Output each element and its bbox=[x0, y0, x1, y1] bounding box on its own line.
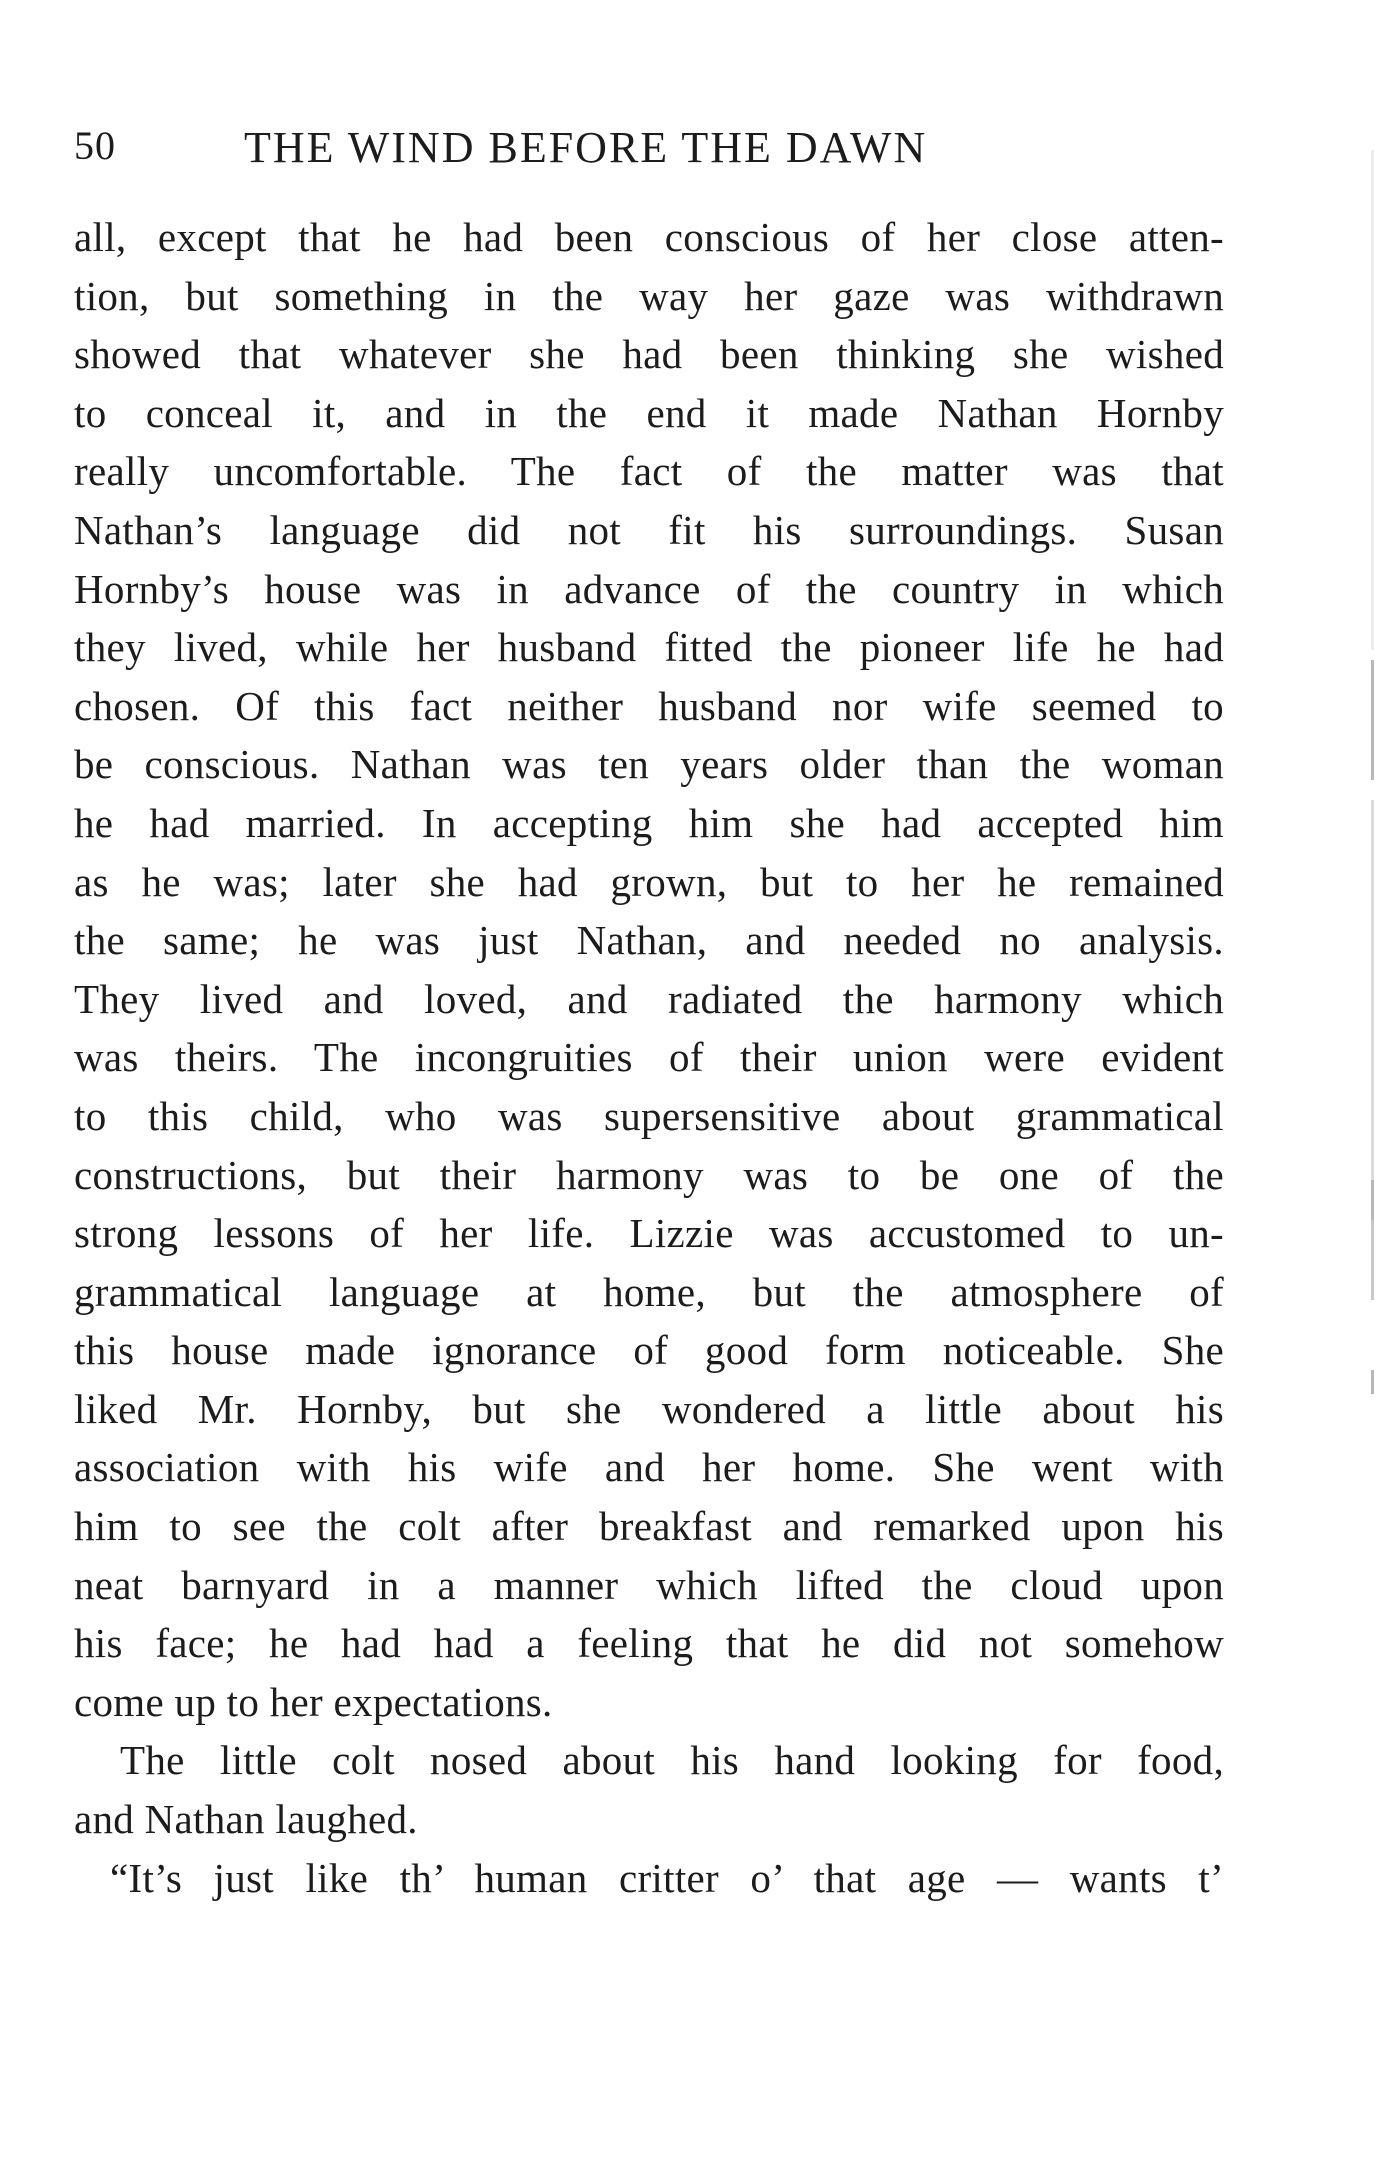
text-line: be conscious. Nathan was ten years older than the woman bbox=[74, 741, 1224, 788]
text-line: They lived and loved, and radiated the harmony which bbox=[74, 975, 1224, 1022]
text-line: “It’s just like th’ human critter o’ that age — wants t’ bbox=[110, 1854, 1224, 1901]
text-line: The little colt nosed about his hand looking for food, bbox=[120, 1737, 1224, 1784]
scan-gutter-mark bbox=[1371, 1180, 1374, 1300]
text-line: constructions, but their harmony was to be one of the bbox=[74, 1151, 1224, 1198]
text-line: they lived, while her husband fitted the pioneer life he had bbox=[74, 624, 1224, 671]
text-line: neat barnyard in a manner which lifted the cloud upon bbox=[74, 1561, 1224, 1608]
text-line: liked Mr. Hornby, but she wondered a little about his bbox=[74, 1385, 1224, 1432]
running-title: THE WIND BEFORE THE DAWN bbox=[244, 123, 928, 172]
text-line: grammatical language at home, but the atmosphere of bbox=[74, 1268, 1224, 1315]
scan-gutter-mark bbox=[1371, 150, 1374, 650]
text-line: he had married. In accepting him she had accepted him bbox=[74, 799, 1224, 846]
text-line: him to see the colt after breakfast and remarked upon his bbox=[74, 1503, 1224, 1550]
text-line: come up to her expectations. bbox=[74, 1678, 553, 1725]
text-line: Nathan’s language did not fit his surroundings. Susan bbox=[74, 506, 1224, 553]
text-line: chosen. Of this fact neither husband nor wife seemed to bbox=[74, 682, 1224, 729]
text-line: to conceal it, and in the end it made Nathan Hornby bbox=[74, 389, 1224, 436]
text-line: as he was; later she had grown, but to her he remained bbox=[74, 858, 1224, 905]
text-line: showed that whatever she had been thinking she wished bbox=[74, 331, 1224, 378]
text-line: and Nathan laughed. bbox=[74, 1796, 418, 1843]
scan-gutter-mark bbox=[1371, 660, 1374, 780]
text-line: this house made ignorance of good form noticeable. She bbox=[74, 1327, 1224, 1374]
text-line: Hornby’s house was in advance of the country in which bbox=[74, 565, 1224, 612]
scan-gutter-mark bbox=[1371, 800, 1374, 1220]
text-line: the same; he was just Nathan, and needed no analysis. bbox=[74, 917, 1224, 964]
page-number: 50 bbox=[74, 123, 116, 168]
scan-gutter-mark bbox=[1371, 1370, 1374, 1394]
text-line: strong lessons of her life. Lizzie was accustomed to un- bbox=[74, 1210, 1224, 1257]
text-line: really uncomfortable. The fact of the matter was that bbox=[74, 448, 1224, 495]
text-line: all, except that he had been conscious of her close atten- bbox=[74, 214, 1224, 260]
text-line: association with his wife and her home. She went with bbox=[74, 1444, 1224, 1491]
text-line: to this child, who was supersensitive about grammatical bbox=[74, 1092, 1224, 1139]
text-line: was theirs. The incongruities of their union were evident bbox=[74, 1034, 1224, 1081]
running-head bbox=[74, 122, 1224, 182]
text-line: tion, but something in the way her gaze was withdrawn bbox=[74, 272, 1224, 319]
body-text bbox=[74, 208, 1224, 1907]
text-line: his face; he had had a feeling that he did not somehow bbox=[74, 1620, 1224, 1667]
